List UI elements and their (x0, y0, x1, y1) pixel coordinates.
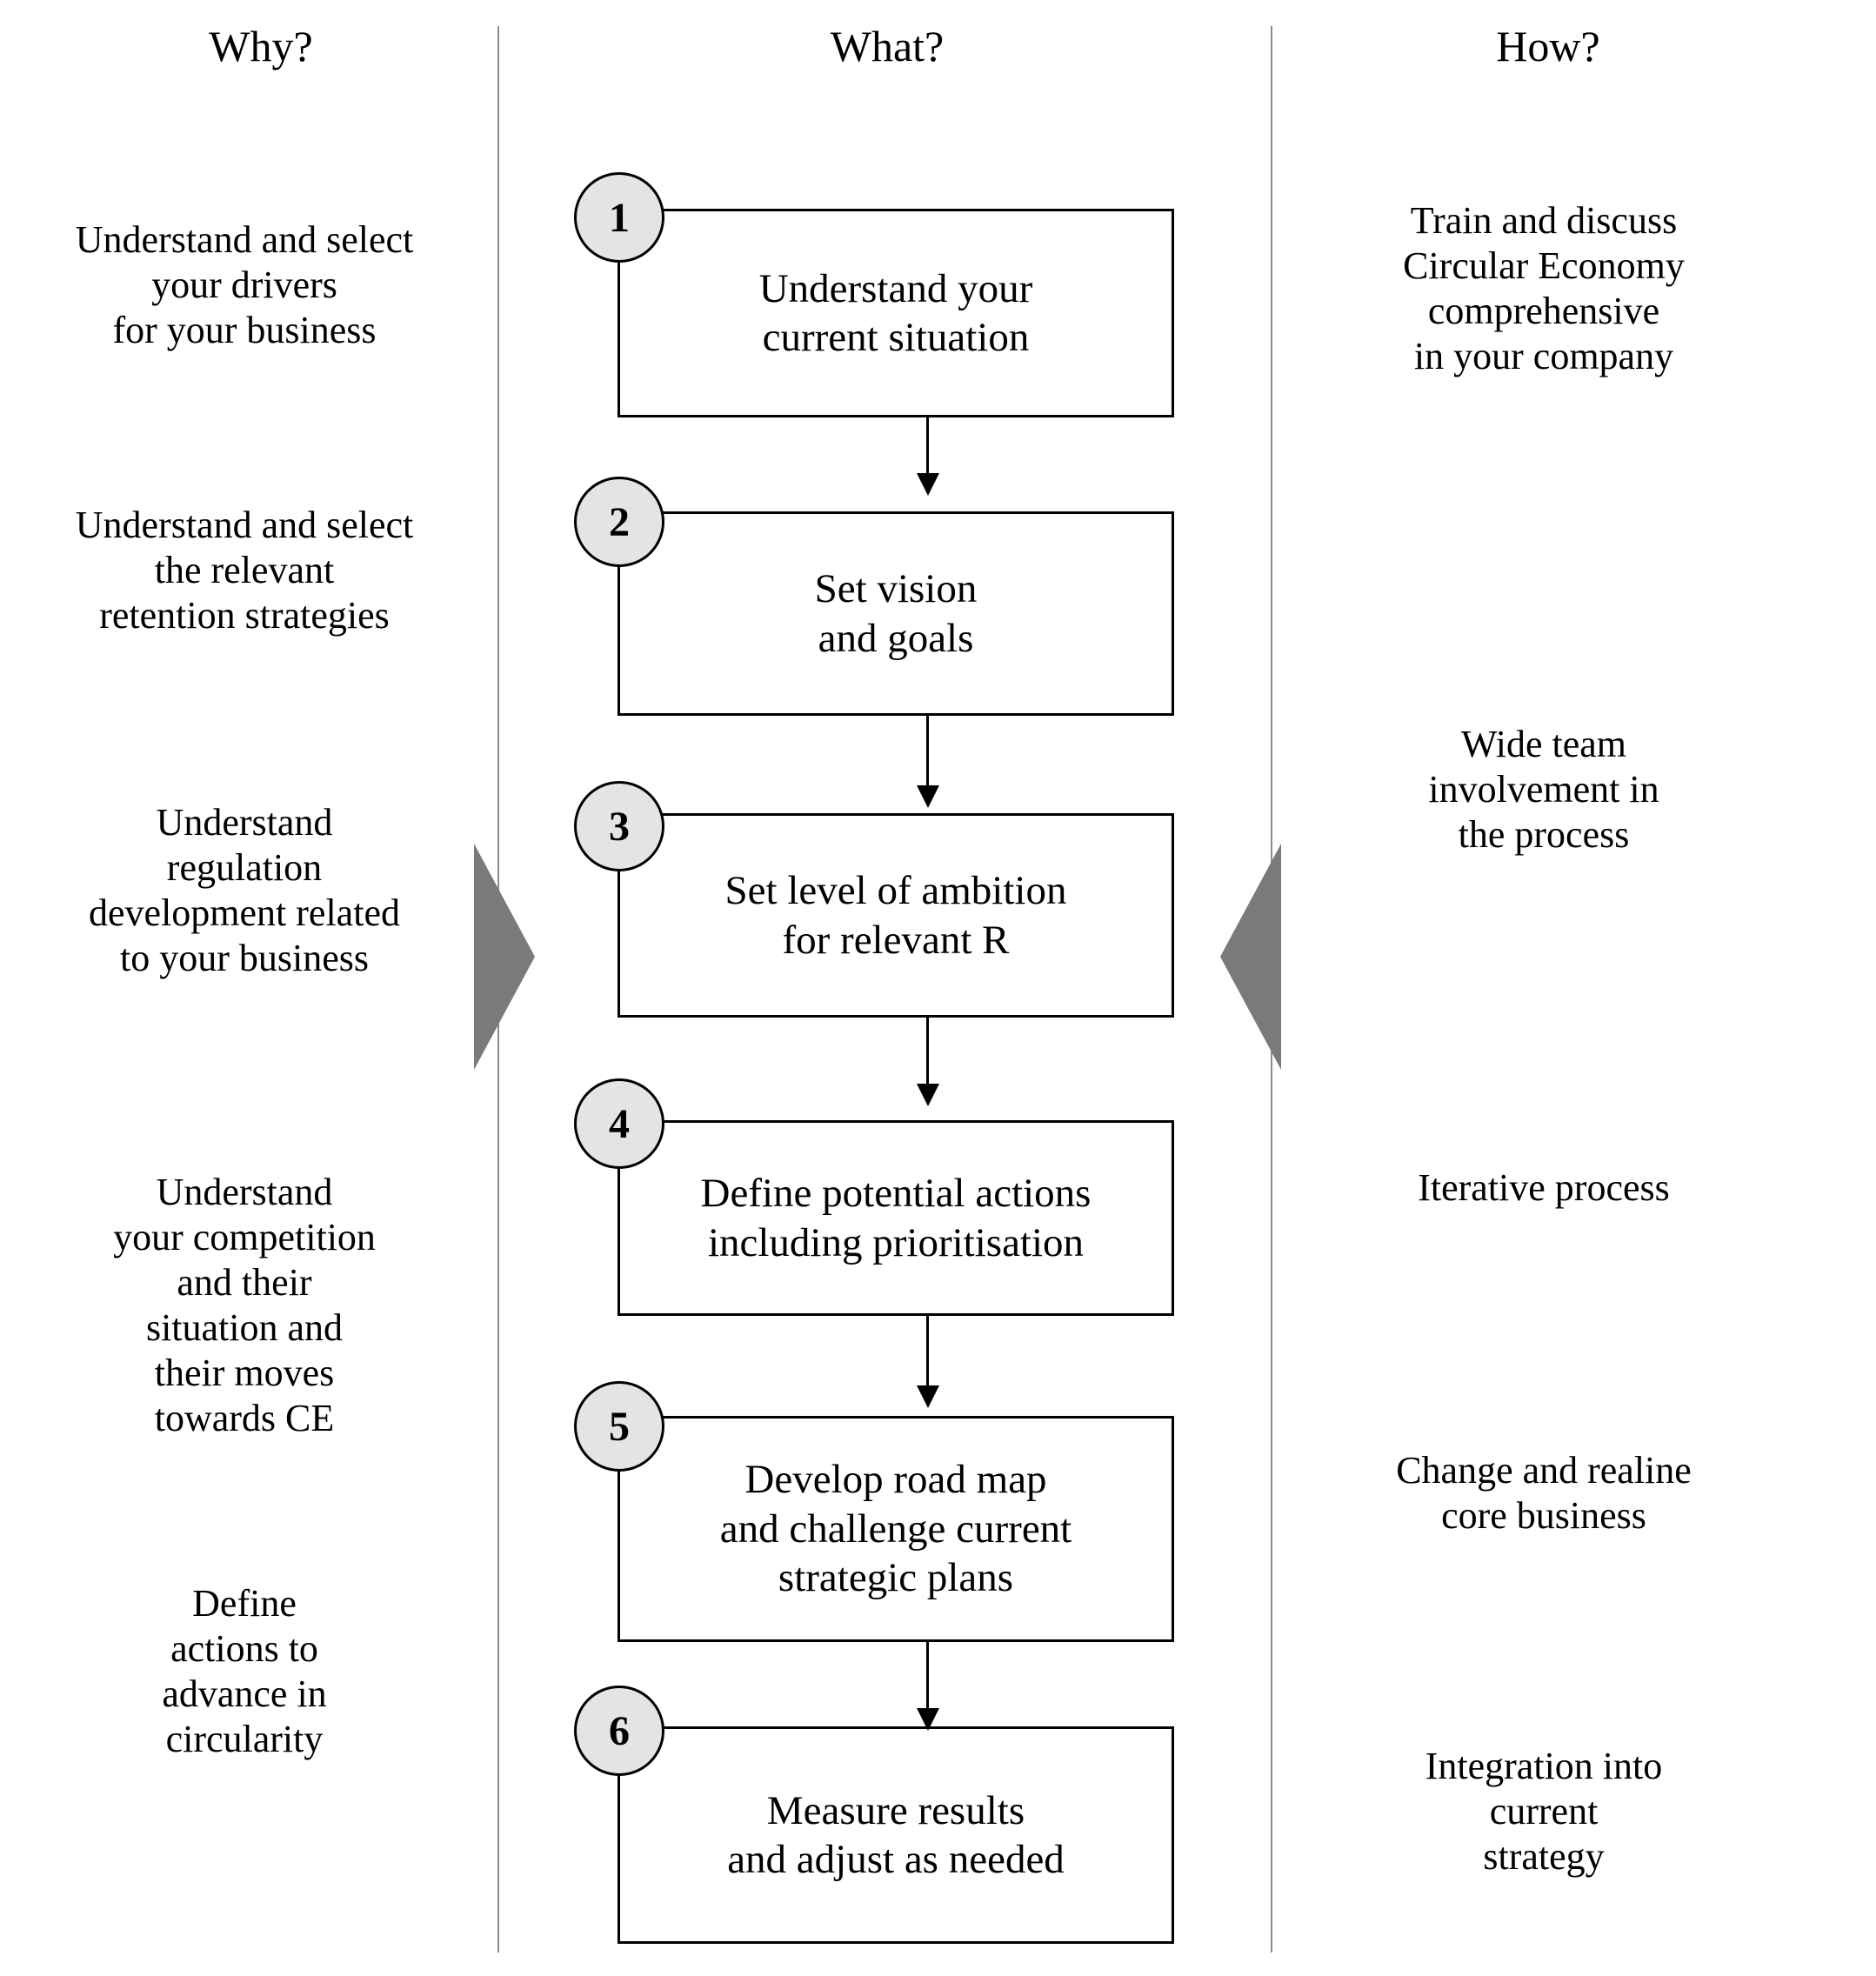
why-item-1: Understand and select your drivers for your business (75, 218, 414, 351)
flow-box-step-4[interactable] (618, 1120, 1174, 1316)
flow-box-step-2-label: Set vision and goals (814, 566, 978, 661)
why-item-5: Define actions to advance in circularity (162, 1582, 327, 1760)
how-item-5: Integration into current strategy (1425, 1745, 1663, 1878)
flow-box-step-6-label: Measure results and adjust as needed (727, 1787, 1065, 1882)
flow-box-step-1-label: Understand your current situation (758, 265, 1033, 360)
connector-arrow-1-2 (911, 417, 945, 496)
step-number-1: 1 (574, 172, 664, 263)
why-item-2: Understand and select the relevant retention strategies (75, 504, 414, 637)
flow-box-step-4-label: Define potential actions including prioritisation (700, 1171, 1092, 1265)
column-heading-why: Why? (209, 22, 313, 70)
how-item-3: Iterative process (1418, 1166, 1670, 1209)
right-grey-arrow-icon (1220, 844, 1281, 1070)
left-grey-arrow-icon (474, 844, 535, 1070)
connector-arrow-3-4 (911, 1018, 945, 1109)
connector-arrow-2-3 (911, 716, 945, 811)
how-item-1: Train and discuss Circular Economy comprehensive in your company (1403, 199, 1685, 377)
why-item-3: Understand regulation development related to your business (89, 801, 400, 979)
flow-box-step-3-label: Set level of ambition for relevant R (724, 868, 1067, 963)
step-number-6: 6 (574, 1686, 664, 1776)
how-item-2: Wide team involvement in the process (1428, 723, 1659, 856)
step-number-2: 2 (574, 477, 664, 567)
flow-box-step-2[interactable] (618, 511, 1174, 716)
flow-box-step-5[interactable] (618, 1416, 1174, 1642)
connector-arrow-5-6 (911, 1642, 945, 1733)
flow-box-step-3[interactable] (618, 813, 1174, 1018)
how-item-4: Change and realine core business (1396, 1449, 1692, 1537)
flow-box-step-5-label: Develop road map and challenge current strategic plans (719, 1457, 1072, 1601)
why-item-4: Understand your competition and their situation and their moves towards CE (113, 1171, 376, 1439)
step-number-3: 3 (574, 781, 664, 871)
step-number-4: 4 (574, 1078, 664, 1169)
step-number-5: 5 (574, 1381, 664, 1472)
flow-box-step-1[interactable] (618, 209, 1174, 417)
flow-box-step-6[interactable] (618, 1726, 1174, 1944)
column-heading-what: What? (830, 22, 945, 70)
column-heading-how: How? (1496, 22, 1600, 70)
connector-arrow-4-5 (911, 1316, 945, 1412)
